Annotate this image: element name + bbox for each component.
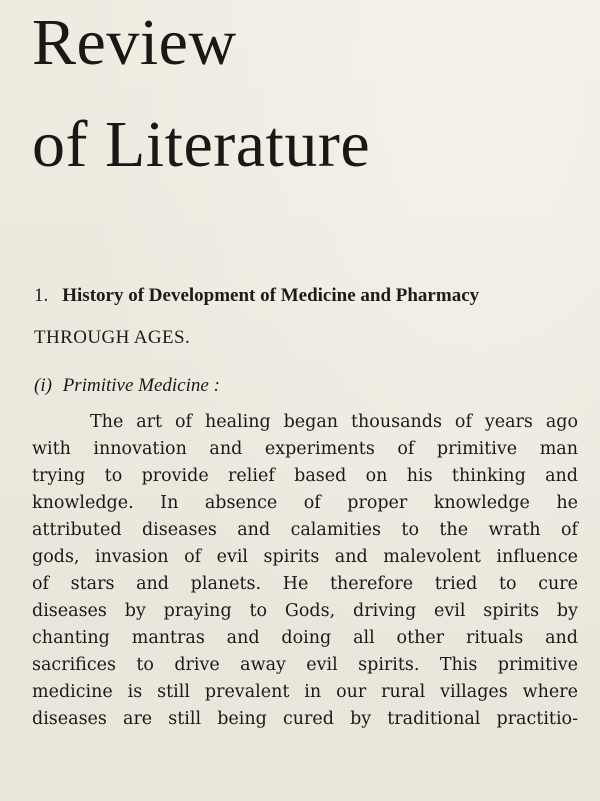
page-title-line-2: of Literature [32, 108, 371, 181]
body-paragraph [32, 409, 578, 733]
section-title: History of Development of Medicine and Pharmacy [62, 285, 480, 306]
paragraph-line: knowledge. In absence of proper knowledge he [32, 493, 578, 513]
paragraph-line: sacrifices to drive away evil spirits. This primitive [32, 655, 578, 675]
paragraph-line: with innovation and experiments of primitive man [32, 439, 578, 459]
paragraph-line: of stars and planets. He therefore tried to cure [32, 574, 578, 594]
subsection-title: Primitive Medicine : [62, 375, 220, 396]
paragraph-line: The art of healing began thousands of years ago [90, 412, 578, 432]
paragraph-line: chanting mantras and doing all other rituals and [32, 628, 578, 648]
subsection-heading [34, 375, 220, 397]
paragraph-line: diseases by praying to Gods, driving evil spirits by [32, 601, 578, 621]
page-title-line-1: Review [32, 6, 237, 79]
paragraph-line: trying to provide relief based on his thinking and [32, 466, 578, 486]
paragraph-line: diseases are still being cured by traditional practitio- [32, 709, 578, 729]
paragraph-line: medicine is still prevalent in our rural villages where [32, 682, 578, 702]
section-subtitle: THROUGH AGES. [34, 327, 191, 348]
section-heading [34, 285, 584, 307]
paragraph-line: gods, invasion of evil spirits and malevolent influence [32, 547, 578, 567]
paragraph-line: attributed diseases and calamities to the wrath of [32, 520, 578, 540]
subsection-marker: (i) [34, 375, 52, 396]
section-number: 1. [34, 285, 49, 306]
